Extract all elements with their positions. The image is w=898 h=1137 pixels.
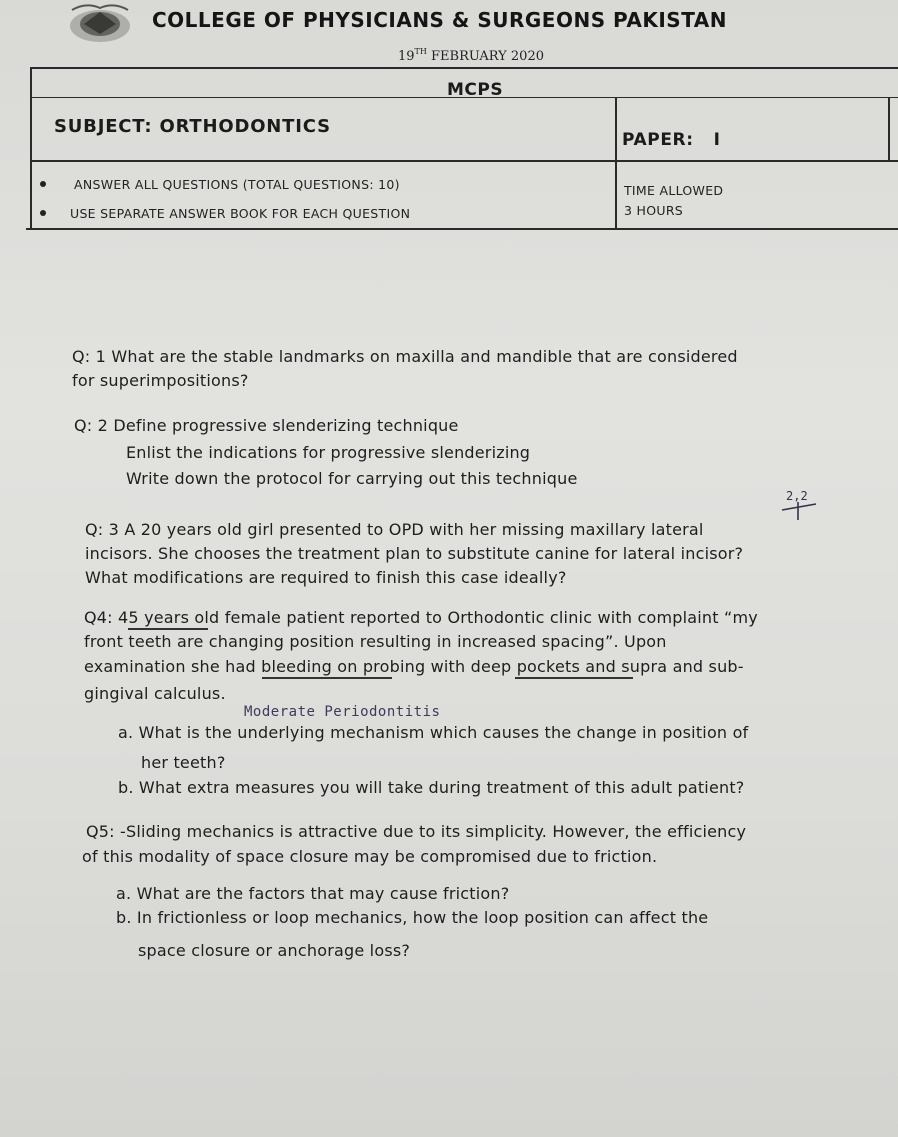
q3-line-2: incisors. She chooses the treatment plan to substitute canine for lateral incisor? — [85, 544, 744, 563]
q5b-line-2: space closure or anchorage loss? — [138, 941, 411, 960]
handwritten-note: Moderate Periodontitis — [244, 704, 441, 720]
date-month-year: FEBRUARY 2020 — [431, 49, 544, 64]
q4a-line-1: a. What is the underlying mechanism which causes the change in position of — [118, 723, 749, 742]
time-allowed-value: 3 HOURS — [624, 203, 684, 218]
paper-number — [622, 130, 721, 150]
table-bottom-border — [26, 228, 898, 230]
q5-line-1: Q5: -Sliding mechanics is attractive due to its simplicity. However, the efficiency — [86, 822, 747, 841]
q1-line-2: for superimpositions? — [72, 371, 249, 390]
q4b-line: b. What extra measures you will take during treatment of this adult patient? — [118, 778, 745, 797]
handwritten-underline — [515, 677, 633, 679]
table-left-border — [30, 67, 32, 229]
time-allowed-label: TIME ALLOWED — [624, 183, 724, 198]
exam-date — [398, 47, 544, 64]
q2-line-3: Write down the protocol for carrying out this technique — [126, 469, 578, 488]
paper-value: I — [713, 130, 721, 150]
handwritten-underline — [128, 628, 208, 630]
q5a-line: a. What are the factors that may cause friction? — [116, 884, 510, 903]
q4a-line-2: her teeth? — [141, 753, 226, 772]
q4-line-3: examination she had bleeding on probing with deep pockets and supra and sub- — [84, 657, 744, 676]
q3-line-1: Q: 3 A 20 years old girl presented to OPD with her missing maxillary lateral — [85, 520, 704, 539]
college-logo-icon — [66, 2, 134, 46]
q4-line-2: front teeth are changing position resulting in increased spacing”. Upon — [84, 632, 667, 651]
margin-mark-text: 2,2 — [786, 489, 808, 503]
bullet-icon — [40, 210, 46, 216]
table-divider-2 — [30, 160, 898, 162]
handwritten-underline — [262, 677, 392, 679]
q5b-line-1: b. In frictionless or loop mechanics, how the loop position can affect the — [116, 908, 709, 927]
instruction-separate-book: USE SEPARATE ANSWER BOOK FOR EACH QUESTION — [70, 206, 411, 221]
q3-line-3: What modifications are required to finish this case ideally? — [85, 568, 567, 587]
q4-line-1: Q4: 45 years old female patient reported to Orthodontic clinic with complaint “my — [84, 608, 758, 627]
date-day: 19 — [398, 49, 415, 64]
q5-line-2: of this modality of space closure may be compromised due to friction. — [82, 847, 658, 866]
exam-name: MCPS — [447, 80, 504, 100]
table-right-border — [888, 97, 890, 161]
college-name: COLLEGE OF PHYSICIANS & SURGEONS PAKISTAN — [152, 8, 728, 32]
table-column-divider — [615, 98, 617, 229]
subject-label: SUBJECT: ORTHODONTICS — [54, 116, 331, 137]
handwritten-margin-mark-icon — [778, 486, 828, 524]
q2-line-1: Q: 2 Define progressive slenderizing technique — [74, 416, 459, 435]
table-top-border — [30, 67, 898, 69]
bullet-icon — [40, 181, 46, 187]
date-suffix: TH — [414, 47, 427, 56]
q2-line-2: Enlist the indications for progressive slenderizing — [126, 443, 531, 462]
paper-label: PAPER: — [622, 130, 694, 150]
instruction-answer-all: ANSWER ALL QUESTIONS (TOTAL QUESTIONS: 10) — [74, 177, 400, 192]
q1-line-1: Q: 1 What are the stable landmarks on maxilla and mandible that are considered — [72, 347, 738, 366]
q4-line-4: gingival calculus. — [84, 684, 226, 703]
